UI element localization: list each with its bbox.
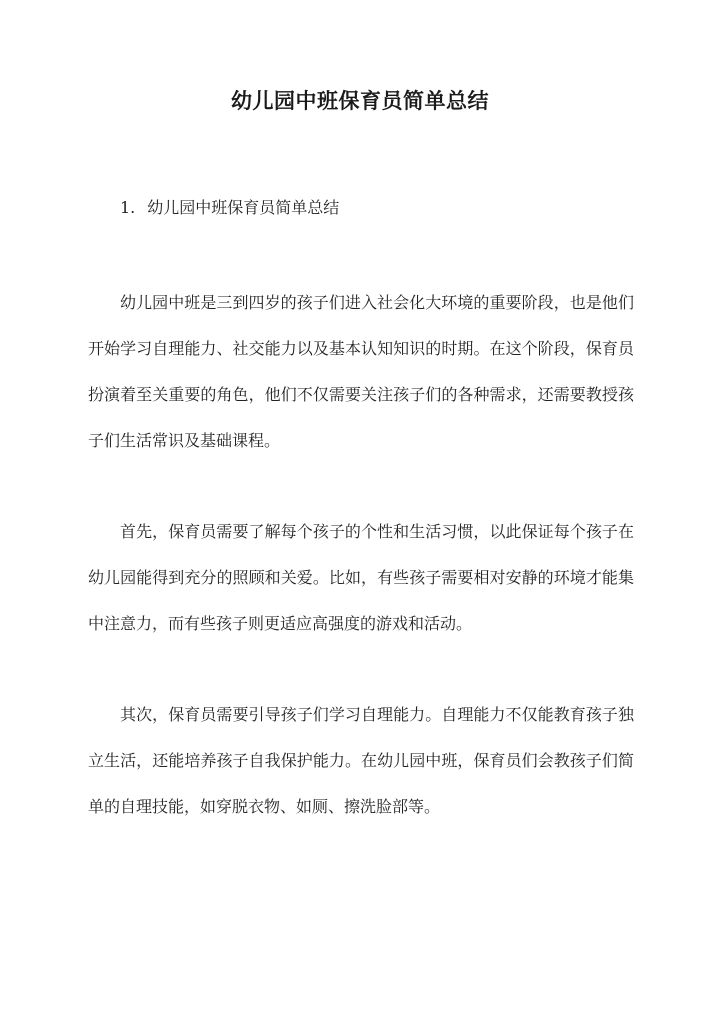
paragraph-intro: 幼儿园中班是三到四岁的孩子们进入社会化大环境的重要阶段，也是他们开始学习自理能力、社交能力以及基本认知知识的时期。在这个阶段，保育员扮演着至关重要的角色，他们不仅需要关注孩子们的各种需求，还需要教授孩子们生活常识及基础课程。: [88, 293, 634, 450]
section-number: 1.: [120, 198, 136, 217]
section-heading-text: 幼儿园中班保育员简单总结: [147, 198, 340, 217]
paragraph-second: 其次，保育员需要引导孩子们学习自理能力。自理能力不仅能教育孩子独立生活，还能培养孩子自我保护能力。在幼儿园中班，保育员们会教孩子们简单的自理技能，如穿脱衣物、如厕、擦洗脸部等。: [88, 705, 634, 816]
section-heading: [120, 196, 339, 220]
paragraph-first: 首先，保育员需要了解每个孩子的个性和生活习惯，以此保证每个孩子在幼儿园能得到充分的照顾和关爱。比如，有些孩子需要相对安静的环境才能集中注意力，而有些孩子则更适应高强度的游戏和活动。: [88, 522, 634, 633]
document-title: 幼儿园中班保育员简单总结: [231, 88, 489, 113]
